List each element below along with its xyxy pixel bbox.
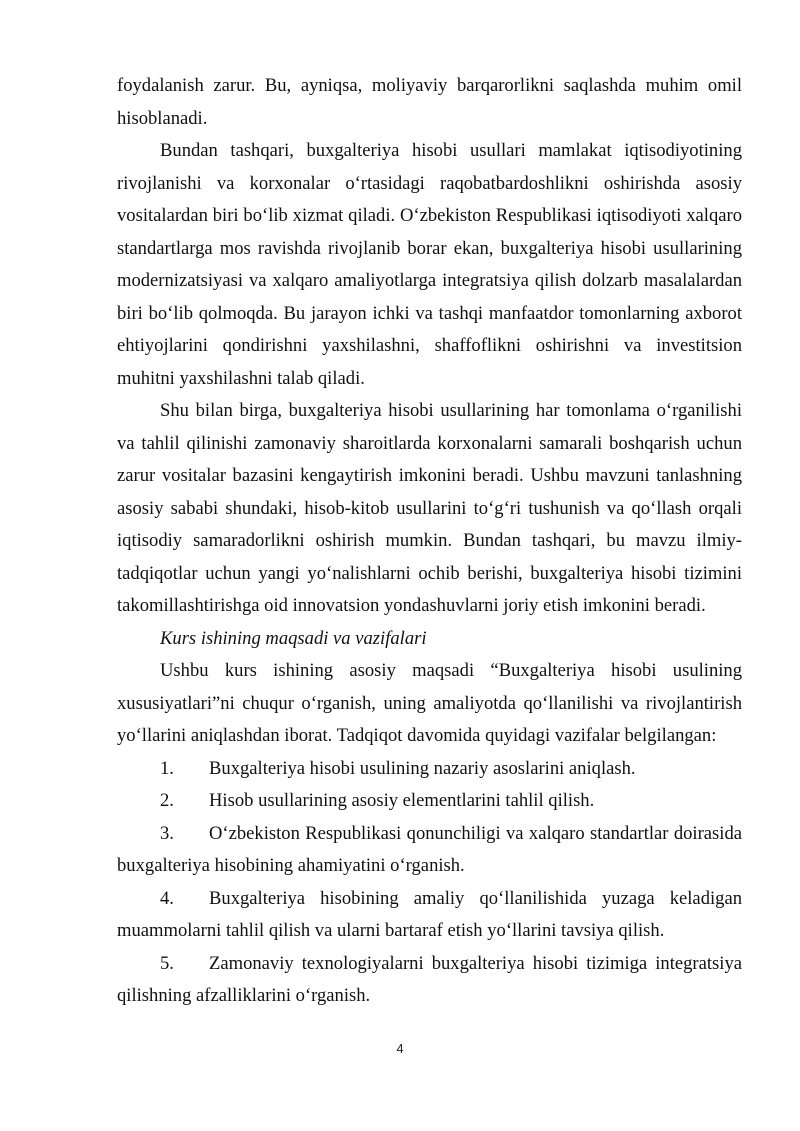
task-text: Buxgalteriya hisobi usulining nazariy asoslarini aniqlash. [209, 757, 636, 779]
task-list [117, 753, 742, 1013]
task-number: 1. [160, 757, 174, 779]
paragraph-study-relevance: Shu bilan birga, buxgalteriya hisobi usullarining har tomonlama o‘rganilishi va tahlil qilinishi zamonaviy sharoitlarda korxonalarni samarali boshqarish uchun zarur vositalar bazasini kengaytirish imkonini beradi. Ushbu mavzuni tanlashning asosiy sababi shundaki, hisob-kitob usullarini to‘g‘ri tushunish va qo‘llash orqali iqtisodiy samaradorlikni oshirish mumkin. Bundan tashqari, bu mavzu ilmiy-tadqiqotlar uchun yangi yo‘nalishlarni ochib berishi, buxgalteriya hisobi tizimini takomillashtirishga oid innovatsion yondashuvlarni joriy etish imkonini beradi. [117, 400, 742, 616]
task-number: 2. [160, 790, 174, 811]
task-item-5 [117, 948, 742, 1013]
task-text: O‘zbekiston Respublikasi qonunchiligi va xalqaro standartlar doirasida buxgalteriya hisobining ahamiyatini o‘rganish. [117, 822, 742, 876]
page-number: 4 [396, 1041, 404, 1056]
task-text: Buxgalteriya hisobining amaliy qo‘llanilishida yuzaga keladigan muammolarni tahlil qilish va ularni bartaraf etish yo‘llarini tavsiya qilish. [117, 887, 742, 941]
task-item-2 [117, 785, 742, 818]
task-item-4 [117, 883, 742, 948]
task-item-3 [117, 818, 742, 883]
paragraph-aim: Ushbu kurs ishining asosiy maqsadi “Buxgalteriya hisobi usulining xususiyatlari”ni chuqur o‘rganish, uning amaliyotda qo‘llanilishi va rivojlantirish yo‘llarini aniqlashdan iborat. Tadqiqot davomida quyidagi vazifalar belgilangan: [117, 660, 742, 746]
task-text: Hisob usullarining asosiy elementlarini tahlil qilish. [209, 790, 595, 811]
task-number: 3. [160, 822, 174, 844]
document-page [117, 70, 742, 1013]
task-item-1 [117, 753, 742, 786]
paragraph-accounting-methods: Bundan tashqari, buxgalteriya hisobi usullari mamlakat iqtisodiyotining rivojlanishi va korxonalar o‘rtasidagi raqobatbardoshlikni oshirishda asosiy vositalardan biri bo‘lib xizmat qiladi. O‘zbekiston Respublikasi iqtisodiyoti xalqaro standartlarga mos ravishda rivojlanib borar ekan, buxgalteriya hisobi usullarining modernizatsiyasi va xalqaro amaliyotlarga integratsiya qilish dolzarb masalalardan biri bo‘lib qolmoqda. Bu jarayon ichki va tashqi manfaatdor tomonlarning axborot ehtiyojlarini qondirishni yaxshilashni, shaffoflikni oshirishni va investitsion muhitni yaxshilashni talab qiladi. [117, 140, 742, 389]
section-heading: Kurs ishining maqsadi va vazifalari [160, 627, 427, 649]
task-text: Zamonaviy texnologiyalarni buxgalteriya hisobi tizimiga integratsiya qilishning afzalliklarini o‘rganish. [117, 952, 742, 1006]
paragraph-continuation: foydalanish zarur. Bu, ayniqsa, moliyaviy barqarorlikni saqlashda muhim omil hisoblanadi. [117, 75, 742, 129]
task-number: 4. [160, 887, 174, 909]
task-number: 5. [160, 952, 174, 974]
